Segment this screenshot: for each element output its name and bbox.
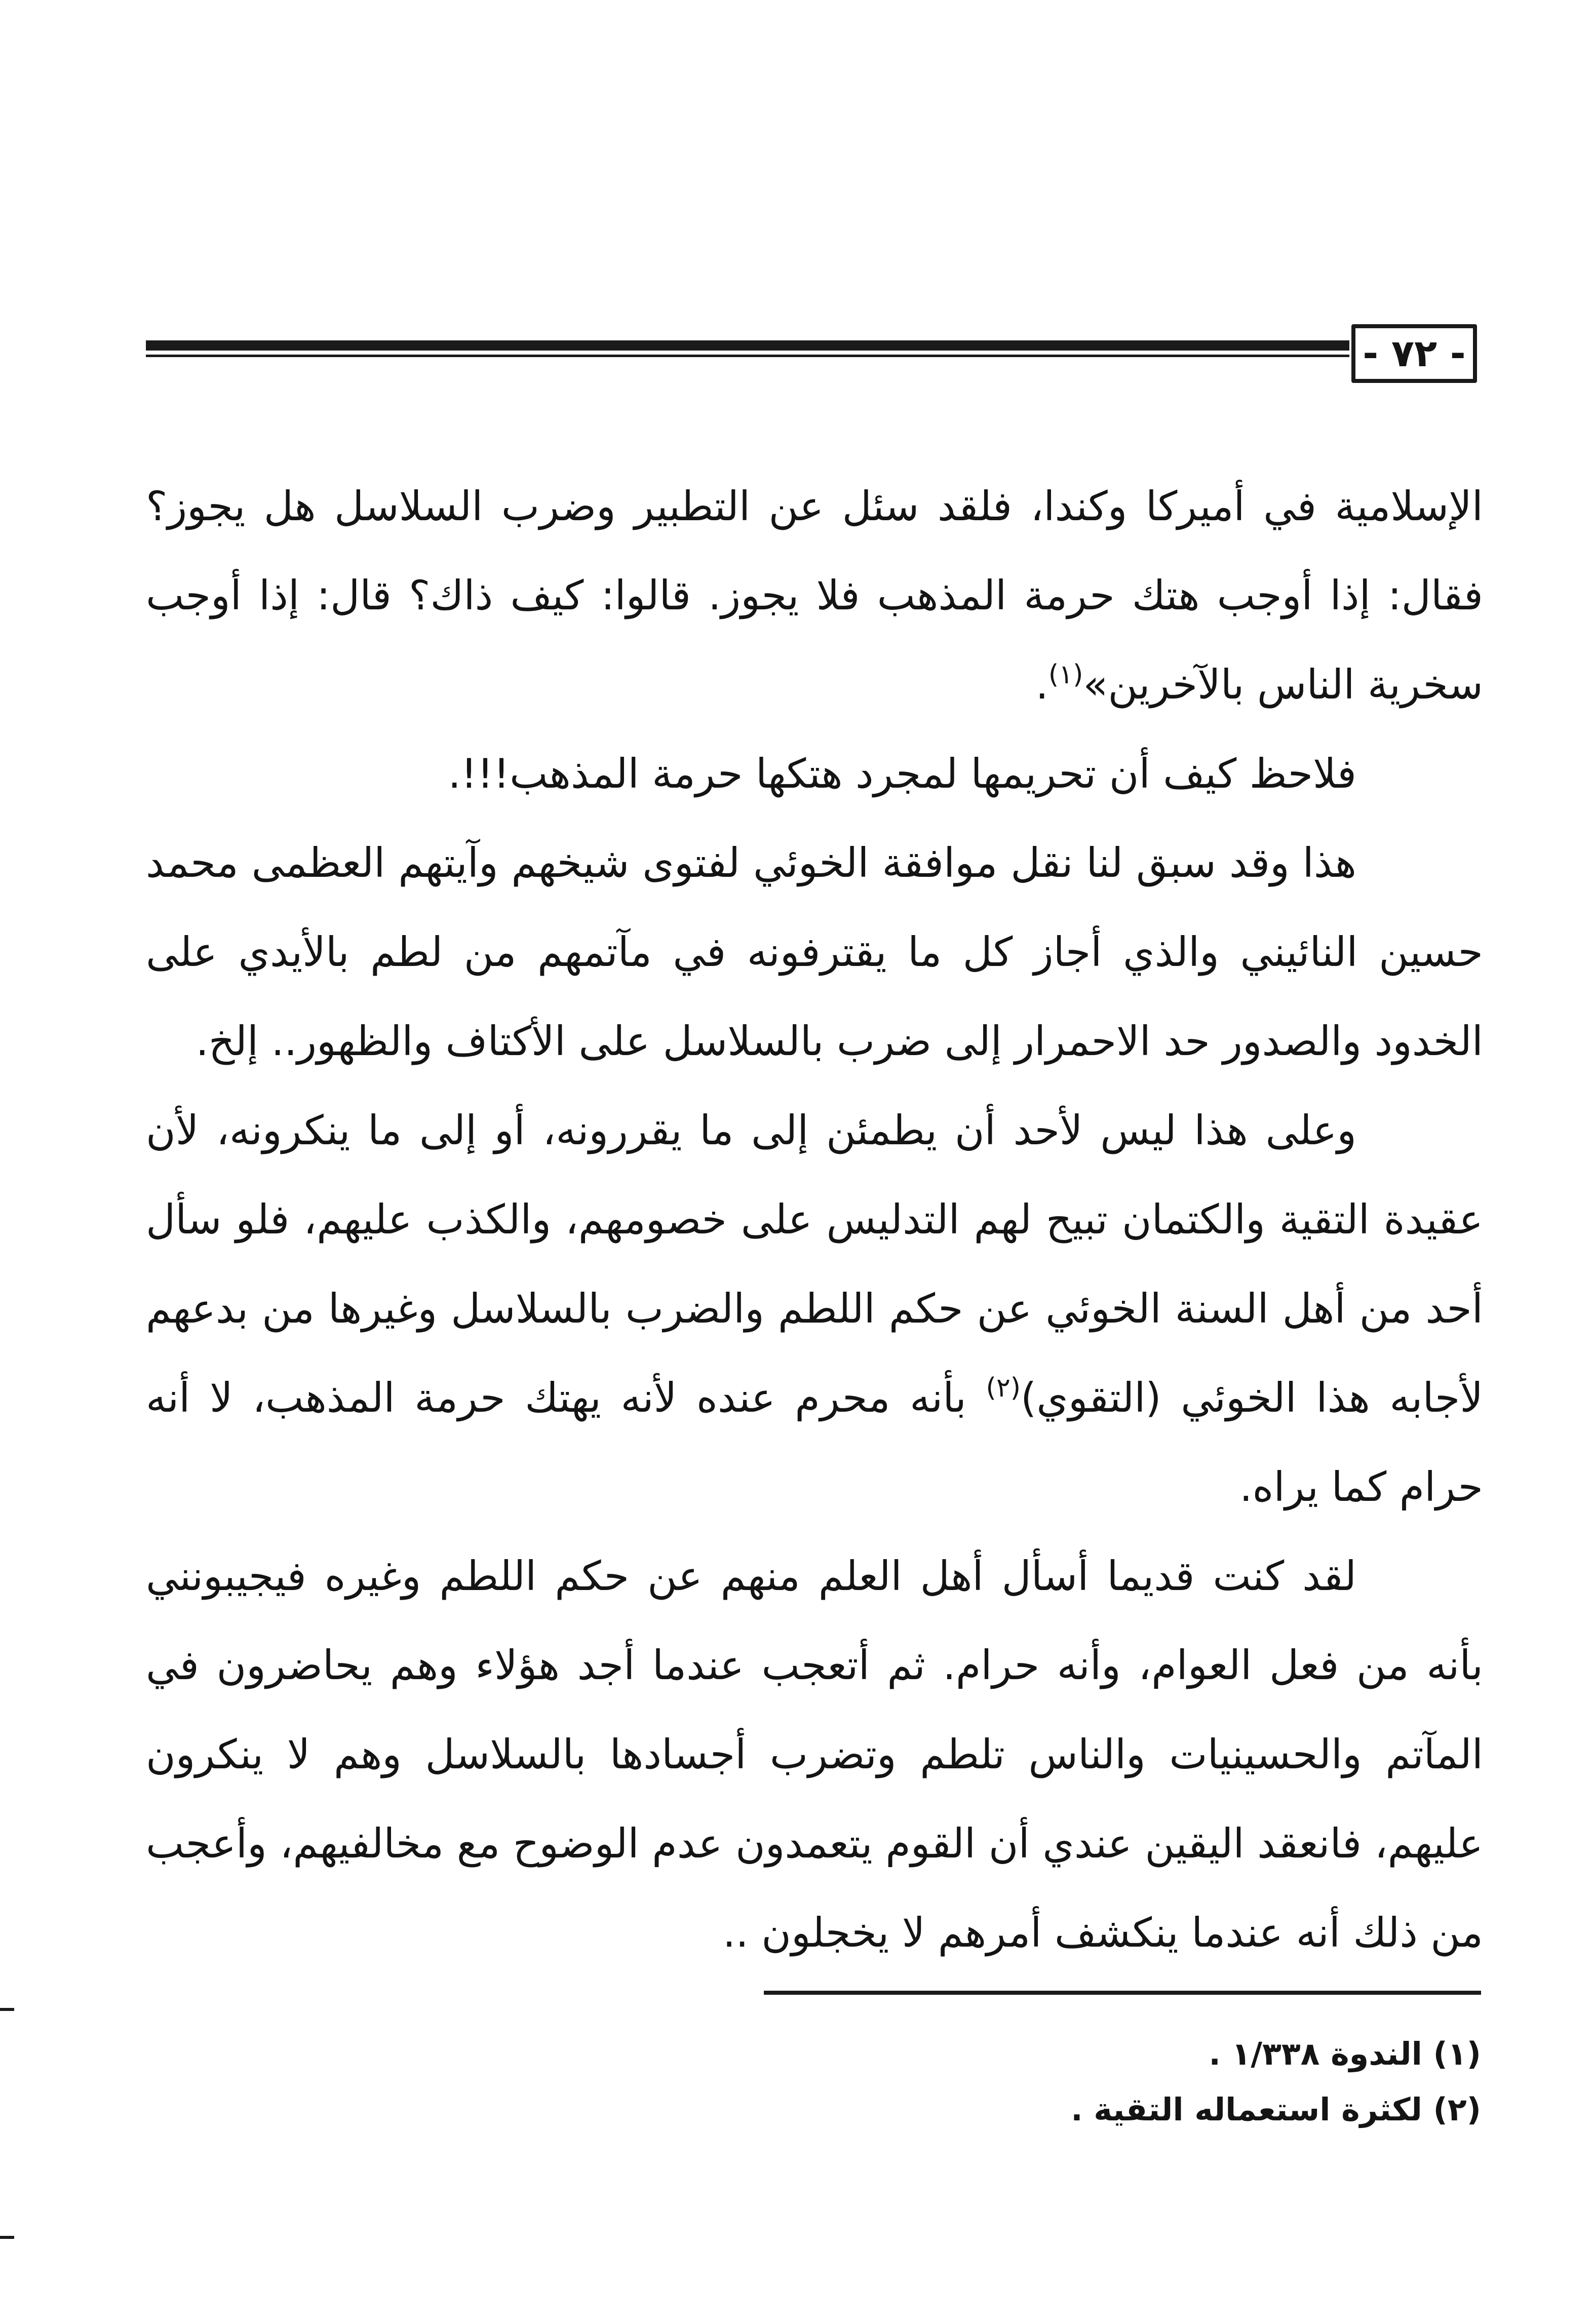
footnote-ref-1: (١): [1048, 660, 1083, 690]
margin-scan-mark: [0, 2008, 14, 2011]
page-number: - ٧٢ -: [1351, 324, 1477, 383]
paragraph-2: فلاحظ كيف أن تحريمها لمجرد هتكها حرمة المذهب!!!.: [448, 750, 1356, 797]
paragraph-4-continuation: بأنه محرم عنده لأنه يهتك حرمة المذهب، لا أنه حرام كما يراه.: [146, 1374, 1483, 1510]
footnote-2: (٢) لكثرة استعماله التقية .: [1071, 2091, 1481, 2128]
footnote-1: (١) الندوة ١/٣٣٨ .: [1209, 2035, 1481, 2072]
header-rule-thick: [146, 340, 1349, 351]
footnote-ref-2: (٢): [986, 1373, 1021, 1403]
paragraph-1-end: .: [1035, 661, 1048, 708]
footnotes: [764, 2026, 1481, 2138]
header-rule-thin: [146, 355, 1349, 357]
footnote-separator: [764, 1991, 1481, 1995]
paragraph-5: لقد كنت قديما أسأل أهل العلم منهم عن حكم اللطم وغيره فيجيبونني بأنه من فعل العوام، وأنه حرام. ثم أتعجب عندما أجد هؤلاء وهم يحاضرون في المآتم والحسينيات والناس تلطم وتضرب أجسادها بالسلاسل وهم لا ينكرون عليهم، فانعقد اليقين عندي أن القوم يتعمدون عدم الوضوح مع مخالفيهم، وأعجب من ذلك أنه عندما ينكشف أمرهم لا يخجلون ..: [146, 1553, 1483, 1956]
paragraph-3: هذا وقد سبق لنا نقل موافقة الخوئي لفتوى شيخهم وآيتهم العظمى محمد حسين النائيني والذي أجاز كل ما يقترفونه في مآتمهم من لطم بالأيدي على الخدود والصدور حد الاحمرار إلى ضرب بالسلاسل على الأكتاف والظهور.. إلخ.: [146, 839, 1483, 1065]
body-text: [146, 462, 1483, 1978]
paragraph-1-text: الإسلامية في أميركا وكندا، فلقد سئل عن التطبير وضرب السلاسل هل يجوز؟ فقال: إذا أوجب هتك حرمة المذهب فلا يجوز. قالوا: كيف ذاك؟ قال: إذا أوجب سخرية الناس بالآخرين»: [146, 483, 1483, 708]
paragraph-4: [146, 1086, 1483, 1532]
paragraph-4-text: وعلى هذا ليس لأحد أن يطمئن إلى ما يقررونه، أو إلى ما ينكرونه، لأن عقيدة التقية والكتمان تبيح لهم التدليس على خصومهم، والكذب عليهم، فلو سأل أحد من أهل السنة الخوئي عن حكم اللطم والضرب بالسلاسل وغيرها من بدعهم لأجابه هذا الخوئي (التقوي): [146, 1107, 1483, 1421]
paragraph-1: [146, 462, 1483, 729]
margin-scan-mark: [0, 2236, 14, 2239]
